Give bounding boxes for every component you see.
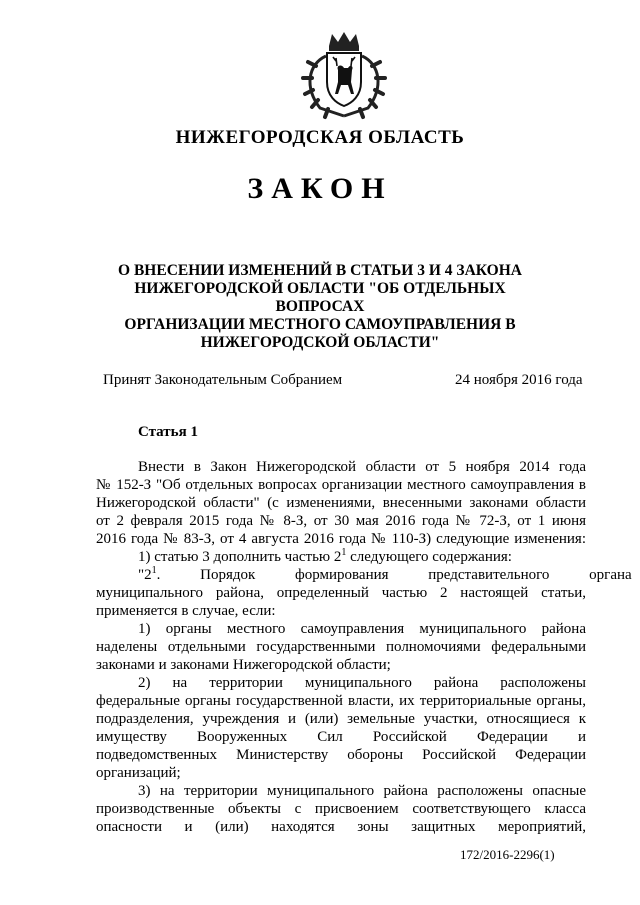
- body-line: 2016 года № 83-З, от 4 августа 2016 года № 110-З) следующие изменения:: [96, 531, 586, 547]
- region-name: НИЖЕГОРОДСКАЯ ОБЛАСТЬ: [175, 127, 465, 148]
- law-title-line: О ВНЕСЕНИИ ИЗМЕНЕНИЙ В СТАТЬИ 3 И 4 ЗАКОНА: [118, 262, 522, 279]
- body-text: . Порядок формирования представительного органа: [156, 567, 632, 583]
- law-title-line: НИЖЕГОРОДСКОЙ ОБЛАСТИ": [200, 334, 440, 351]
- body-line: [138, 549, 586, 566]
- body-line: 1) органы местного самоуправления муниципального района: [138, 621, 586, 637]
- body-line: 3) на территории муниципального района расположены опасные: [138, 783, 586, 799]
- article-heading: Статья 1: [138, 424, 198, 440]
- adoption-body: Принят Законодательным Собранием: [103, 372, 343, 388]
- document-number: 172/2016-2296(1): [460, 847, 555, 862]
- body-line: федеральные органы государственной власти, их территориальные органы,: [96, 693, 586, 709]
- body-line: 2) на территории муниципального района расположены: [138, 675, 586, 691]
- body-line: № 152-З "Об отдельных вопросах организации местного самоуправления в: [96, 477, 586, 493]
- body-line: опасности и (или) находятся зоны защитных мероприятий,: [96, 819, 586, 835]
- body-text: 1) статью 3 дополнить частью 2: [138, 549, 342, 565]
- body-line: применяется в случае, если:: [96, 603, 276, 619]
- body-line: [138, 565, 632, 584]
- superscript: 1: [341, 547, 347, 558]
- body-text: "2: [138, 567, 152, 583]
- body-line: имуществу Вооруженных Сил Российской Федерации и: [96, 729, 586, 745]
- body-line: законами и законами Нижегородской области;: [96, 657, 391, 673]
- body-line: от 2 февраля 2015 года № 8-З, от 30 мая 2016 года № 72-З, от 1 июня: [96, 513, 586, 529]
- adoption-date: 24 ноября 2016 года: [455, 372, 583, 388]
- body-line: Внести в Закон Нижегородской области от 5 ноября 2014 года: [138, 459, 586, 475]
- law-title-line: ОРГАНИЗАЦИИ МЕСТНОГО САМОУПРАВЛЕНИЯ В: [124, 316, 516, 333]
- coat-of-arms-icon: [296, 30, 392, 122]
- law-title-line: НИЖЕГОРОДСКОЙ ОБЛАСТИ "ОБ ОТДЕЛЬНЫХ ВОПРОСАХ: [134, 280, 506, 315]
- body-line: подведомственных Министерству обороны Российской Федерации: [96, 747, 586, 763]
- body-line: наделены отдельными государственными полномочиями федеральными: [96, 639, 586, 655]
- superscript: 1: [151, 565, 157, 576]
- law-title: [90, 262, 550, 352]
- body-line: подразделения, учреждения и (или) земельные участки, относящиеся к: [96, 711, 586, 727]
- body-line: муниципального района, определенный частью 2 настоящей статьи,: [96, 585, 586, 601]
- document-type: ЗАКОН: [247, 172, 393, 205]
- body-line: Нижегородской области" (с изменениями, внесенными законами области: [96, 495, 586, 511]
- body-text: следующего содержания:: [346, 549, 512, 565]
- body-line: производственные объекты с присвоением соответствующего класса: [96, 801, 586, 817]
- body-line: организаций;: [96, 765, 181, 781]
